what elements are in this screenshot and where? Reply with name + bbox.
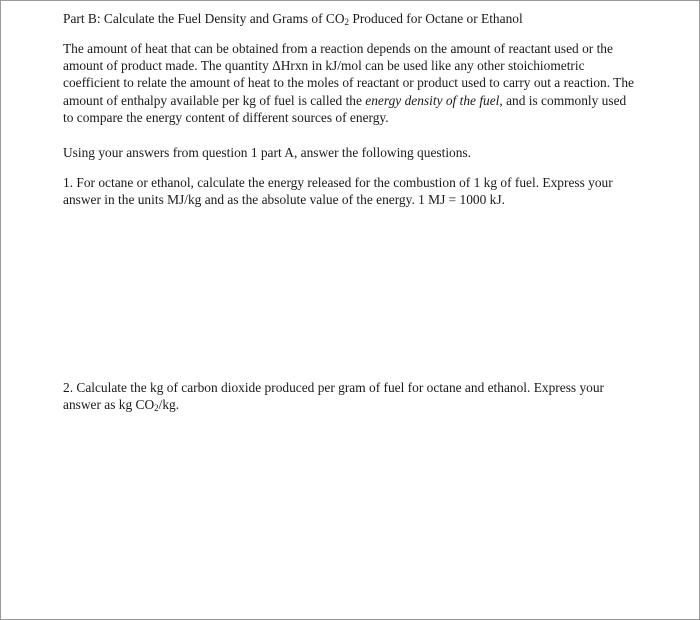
document-content: [63, 11, 643, 414]
intro-text-after: , and is commonly used to compare the energy content of different sources of energy.: [63, 92, 627, 125]
intro-text-before: The amount of heat that can be obtained from a reaction depends on the amount of reactant used or the amount of product made. The quantity ΔHrxn in kJ/mol can be used like any other stoichiometric coefficient to relate the amount of heat to the moles of reactant or product used to carry out a reaction. The amount of enthalpy available per kg of fuel is called the: [63, 41, 634, 108]
intro-paragraph: [63, 40, 638, 126]
question-2-suffix: /kg.: [158, 397, 180, 413]
heading-subscript: 2: [344, 17, 350, 27]
instruction-paragraph: Using your answers from question 1 part A, answer the following questions.: [63, 145, 471, 160]
question-2: [63, 379, 641, 413]
intro-emphasis: energy density of the fuel: [365, 92, 500, 108]
heading-suffix: Produced for Octane or Ethanol: [349, 11, 523, 26]
section-heading: [63, 11, 643, 27]
question-2-prefix: 2. Calculate the kg of carbon dioxide produced per gram of fuel for octane and ethanol. Express your answer as kg CO: [63, 380, 605, 413]
question-1: 1. For octane or ethanol, calculate the energy released for the combustion of 1 kg of fuel. Express your answer in the units MJ/kg and as the absolute value of the energy. 1 MJ = 1000 kJ.: [63, 175, 613, 208]
question-2-subscript: 2: [154, 403, 159, 414]
heading-prefix: Part B: Calculate the Fuel Density and Grams of CO: [63, 11, 345, 26]
